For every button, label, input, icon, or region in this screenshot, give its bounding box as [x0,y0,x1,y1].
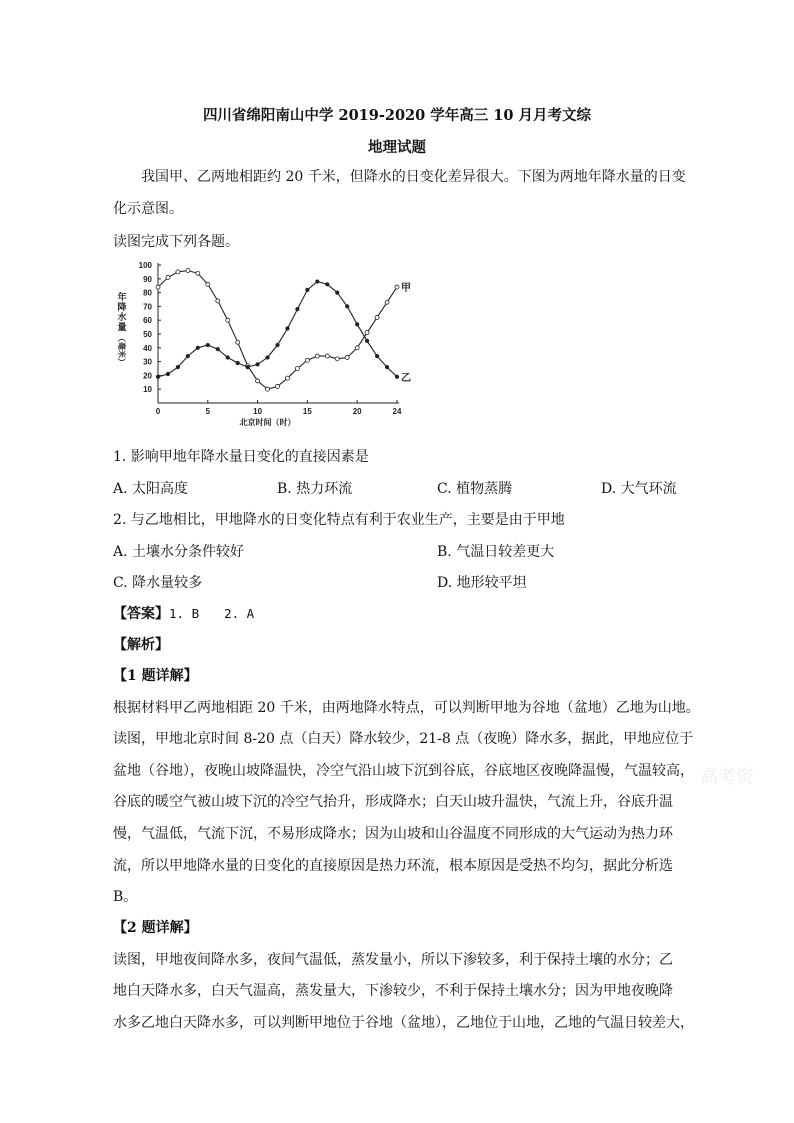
y-tick-label: 100 [138,261,152,270]
series-label: 甲 [401,283,411,295]
data-point [256,363,259,366]
data-point [206,282,210,286]
answer-values: 1. B 2. A [169,606,255,621]
data-point [196,346,199,349]
data-point [216,299,220,303]
data-point [256,379,260,383]
chart-labels [117,282,411,427]
y-tick-label: 20 [143,371,152,381]
question-2-stem: 2. 与乙地相比，甲地降水的日变化特点有利于农业生产，主要是由于甲地 [113,512,565,528]
intro-line-1: 我国甲、乙两地相距约 20 千米，但降水的日变化差异很大。下图为两地年降水量的日变 [113,169,686,185]
series-label: 乙 [401,372,411,384]
y-tick-label: 10 [143,385,152,395]
data-point [206,343,209,346]
detail-1-line: 读图，甲地北京时间 8-20 点（白天）降水较少，21-8 点（夜晚）降水多，据此，甲地应位于 [113,731,694,747]
data-point [216,347,219,350]
data-point [156,375,159,378]
data-point [326,283,329,286]
instruction-text: 读图完成下列各题。 [113,234,239,250]
data-point [266,356,269,359]
data-point [186,354,189,357]
data-point [226,318,230,322]
answer-line [113,603,254,623]
data-point [246,365,249,368]
y-axis-label-char: 水 [117,312,127,322]
detail-1-line: B。 [113,889,138,905]
data-point [315,354,319,358]
detail-1-line: 流，所以甲地降水量的日变化的直接原因是热力环流，根本原因是受热不均匀，据此分析选 [113,858,673,874]
analysis-label: 【解析】 [113,637,169,653]
series-line-乙 [158,282,397,377]
data-point [176,270,180,274]
y-tick-label: 50 [143,330,152,339]
data-point [276,343,279,346]
data-point [285,376,289,380]
intro-line-2: 化示意图。 [113,201,183,217]
data-point [305,358,309,362]
data-point [395,285,399,289]
y-tick-label: 60 [143,316,152,326]
precipitation-chart [113,256,413,432]
data-point [295,367,299,371]
detail-1-line: 谷底的暖空气被山坡下沉的冷空气抬升，形成降水；白天山坡升温快，气流上升，谷底升温 [113,794,673,810]
data-point [316,280,319,283]
y-tick-label: 90 [143,274,152,284]
y-tick-label: 80 [143,288,152,298]
chart-series [156,269,399,392]
detail-1-label: 【1 题详解】 [113,668,198,684]
data-point [236,361,239,364]
detail-2-label: 【2 题详解】 [113,920,198,936]
data-point [365,339,368,342]
watermark-text: 高考资 [700,767,754,788]
data-point [166,372,169,375]
detail-1-line: 盆地（谷地），夜晚山坡降温快，冷空气沿山坡下沉到谷底，谷底地区夜晚降温慢，气温较高， [113,763,694,779]
data-point [186,269,190,273]
data-point [156,285,160,289]
data-point [306,288,309,291]
data-point [325,354,329,358]
data-point [335,357,339,361]
q2-option-c: C. 降水量较多 [113,575,203,591]
data-point [196,271,200,275]
data-point [336,291,339,294]
x-tick-label: 15 [302,407,312,416]
data-point [296,307,299,310]
question-1-stem: 1. 影响甲地年降水量日变化的直接因素是 [113,449,369,465]
answer-label: 【答案】 [113,606,169,622]
data-point [385,300,389,304]
q1-option-d: D. 大气环流 [601,481,677,497]
q2-option-a: A. 土壤水分条件较好 [113,544,245,560]
chart-ticks [139,261,402,416]
y-axis-label-char: 降 [117,302,127,312]
data-point [346,305,349,308]
y-tick-label: 40 [143,343,152,353]
data-point [236,340,240,344]
data-point [355,323,358,326]
y-axis-label-char: 年 [117,292,127,302]
q1-option-a: A. 太阳高度 [113,481,189,497]
data-point [166,275,170,279]
detail-2-line: 读图，甲地夜间降水多，夜间气温低，蒸发量小，所以下渗较多，利于保持土壤的水分；乙 [113,952,673,968]
data-point [375,315,379,319]
q1-option-b: B. 热力环流 [277,481,353,497]
document-title: 四川省绵阳南山中学 2019-2020 学年高三 10 月月考文综 [202,107,592,124]
data-point [375,354,378,357]
x-tick-label: 0 [155,407,161,416]
data-point [226,356,229,359]
x-tick-label: 20 [352,407,362,416]
x-tick-label: 24 [392,407,402,416]
x-tick-label: 10 [253,407,263,416]
data-point [286,327,289,330]
document-subtitle: 地理试题 [368,139,426,156]
detail-1-line: 慢，气温低，气流下沉，不易形成降水；因为山坡和山谷温度不同形成的大气运动为热力环 [113,826,673,842]
detail-2-line: 水多乙地白天降水多，可以判断甲地位于谷地（盆地），乙地位于山地，乙地的气温日较差大， [113,1015,694,1031]
y-tick-label: 30 [143,357,152,367]
data-point [345,355,349,359]
data-point [355,346,359,350]
data-point [276,384,280,388]
q1-option-c: C. 植物蒸腾 [437,481,513,497]
x-tick-label: 5 [205,407,211,416]
y-axis-label-unit: （毫米） [117,334,126,366]
q2-option-b: B. 气温日较差更大 [437,544,555,560]
data-point [395,375,398,378]
data-point [385,365,388,368]
data-point [176,365,179,368]
x-axis-label: 北京时间（时） [239,418,296,427]
data-point [365,331,369,335]
detail-1-line: 根据材料甲乙两地相距 20 千米，由两地降水特点，可以判断甲地为谷地（盆地）乙地为山地。 [113,700,700,716]
y-tick-label: 70 [143,302,152,312]
data-point [266,387,270,391]
q2-option-d: D. 地形较平坦 [437,575,527,591]
y-axis-label-char: 量 [117,322,127,332]
detail-2-line: 地白天降水多，白天气温高，蒸发量大，下渗较少，不利于保持土壤水分；因为甲地夜晚降 [113,983,673,999]
